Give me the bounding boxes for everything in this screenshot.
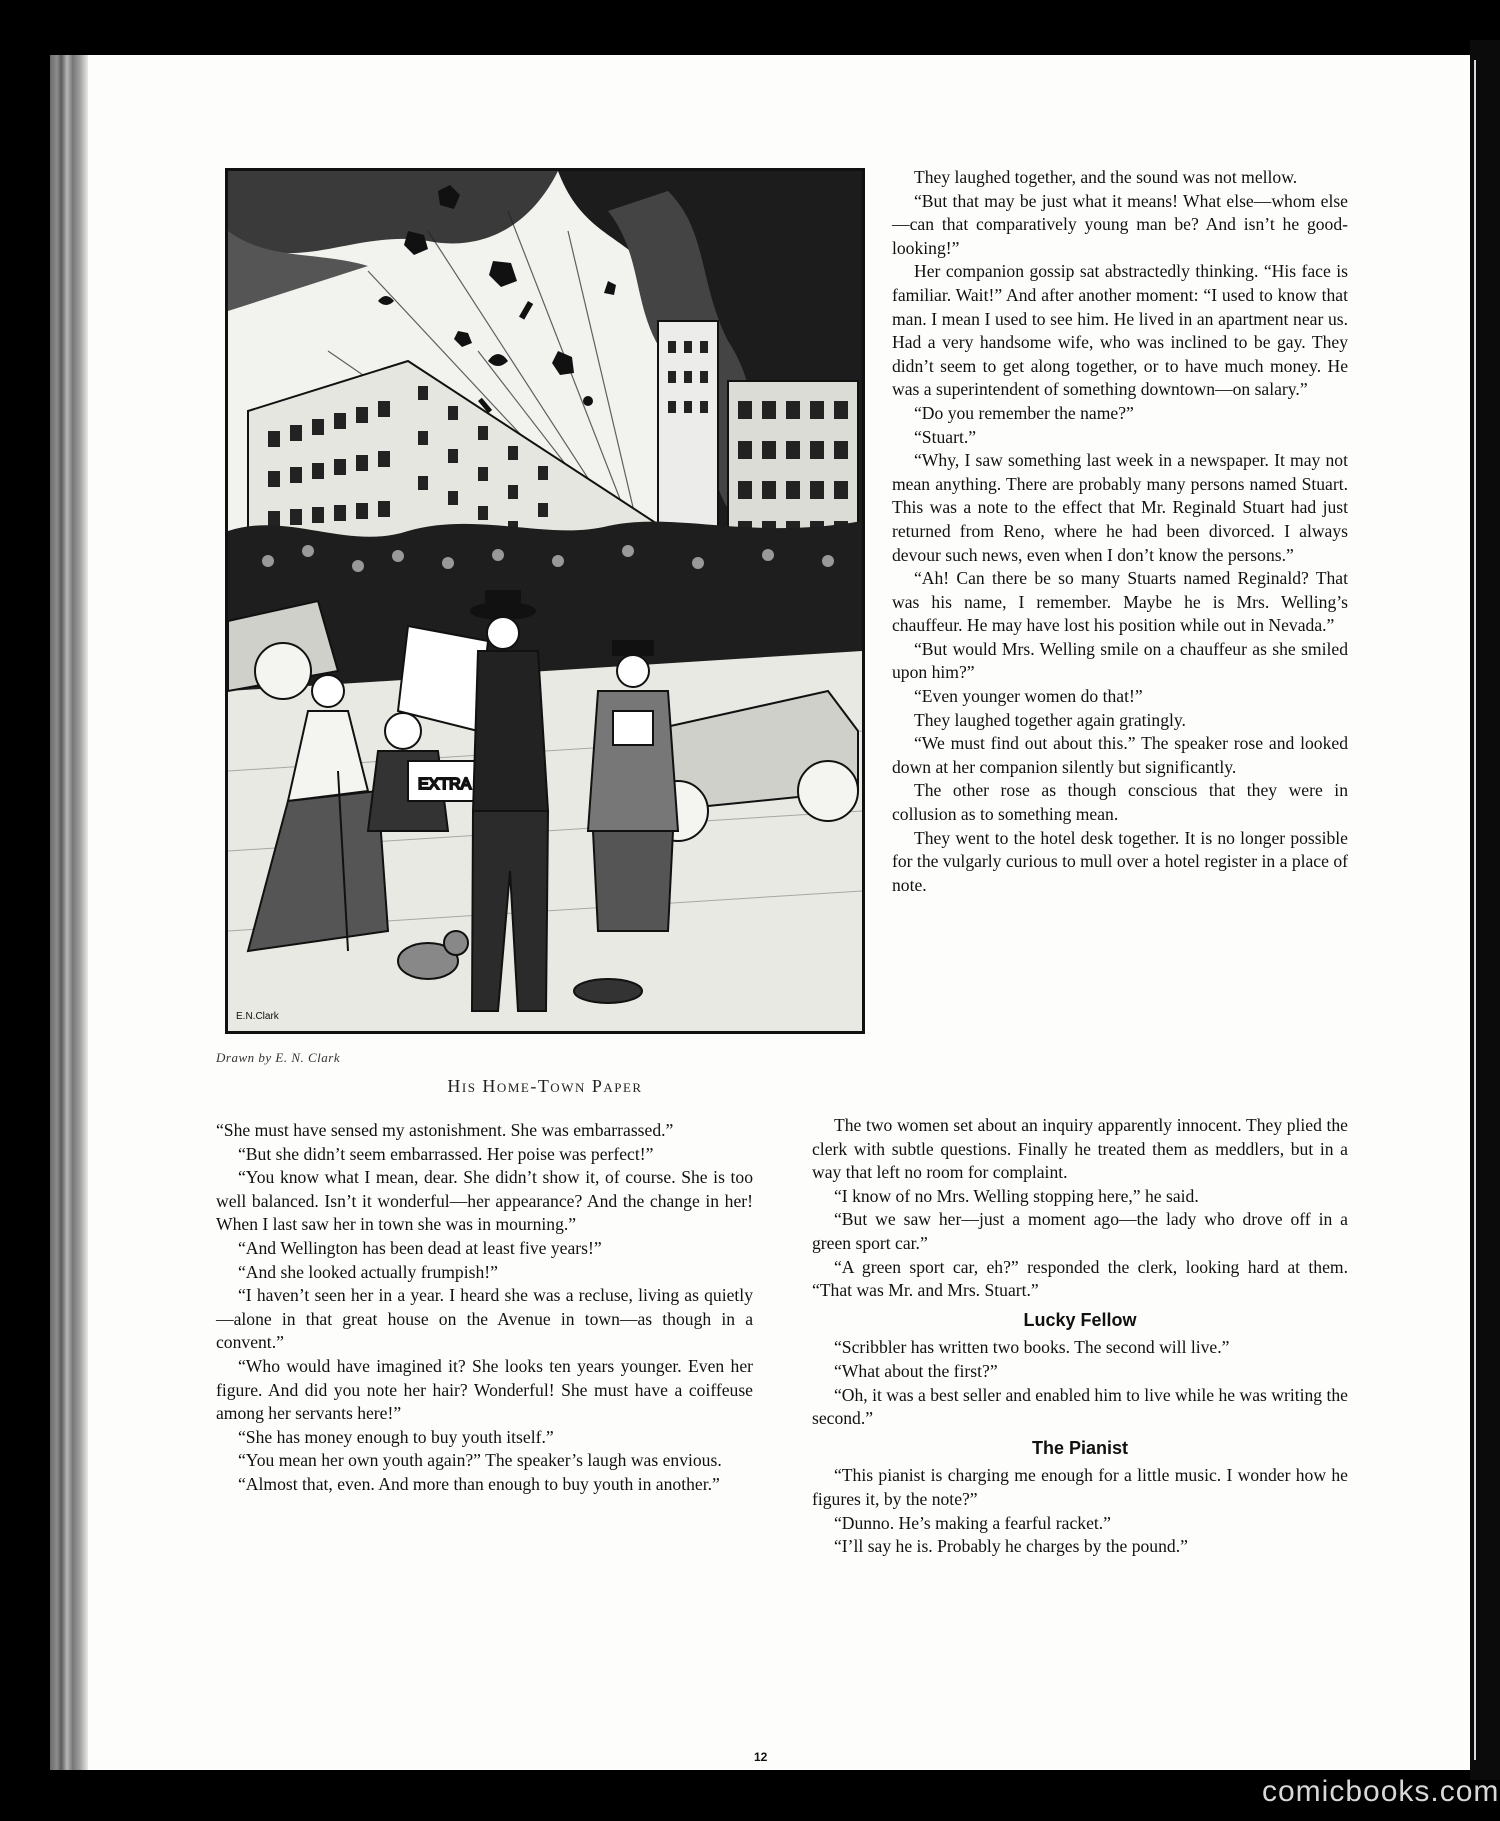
illustration-caption: His Home-Town Paper [447,1076,643,1096]
paragraph: “A green sport car, eh?” responded the clerk, looking hard at them. “That was Mr. and Mrs. Stuart.” [812,1256,1348,1301]
paragraph: “You mean her own youth again?” The speaker’s laugh was envious. [238,1450,722,1471]
paragraph: “Even younger women do that!” [914,686,1143,707]
page-edge-line [1474,60,1476,1760]
site-watermark: comicbooks.com [1262,1775,1500,1808]
extra-sign-text: EXTRA [418,776,472,793]
paragraph: “You know what I mean, dear. She didn’t show it, of course. She is too well balanced. Isn’t it wonderful—her appearance? And the change in her! When I last saw her in town she was in mourning.” [216,1167,753,1235]
joke-line: “Dunno. He’s making a fearful racket.” [834,1512,1111,1533]
artist-signature: E.N.Clark [236,1011,279,1022]
paragraph: “But that may be just what it means! What else—whom else—can that comparatively young man be? And isn’t he good-looking!” [892,190,1348,258]
joke-line: “Scribbler has written two books. The second will live.” [834,1337,1230,1358]
paragraph: “Ah! Can there be so many Stuarts named Reginald? That was his name, I remember. Maybe he is Mrs. Welling’s chauffeur. He may have lost his position while out in Nevada.” [892,568,1348,636]
paragraph: “She has money enough to buy youth itself.” [238,1426,554,1447]
joke-line: “What about the first?” [834,1360,998,1381]
paragraph: They laughed together again gratingly. [914,709,1186,730]
right-column-top [892,166,1348,897]
paragraph: “Stuart.” [914,426,977,447]
joke-heading-the-pianist: The Pianist [1031,1437,1129,1458]
book-spine [50,55,88,1770]
paragraph: The other rose as though conscious that they were in collusion as to something mean. [892,780,1348,825]
paragraph: “But we saw her—just a moment ago—the lady who drove off in a green sport car.” [812,1209,1348,1253]
paragraph: “We must find out about this.” The speaker rose and looked down at her companion silently but significantly. [892,733,1348,777]
left-column [216,1119,753,1497]
paragraph: They laughed together, and the sound was not mellow. [914,167,1298,187]
paragraph: “But she didn’t seem embarrassed. Her poise was perfect!” [238,1143,654,1164]
joke-heading-lucky-fellow: Lucky Fellow [1023,1309,1137,1330]
paragraph: They went to the hotel desk together. It is no longer possible for the vulgarly curious to mull over a hotel register in a place of note. [892,827,1348,895]
paragraph: Her companion gossip sat abstractedly thinking. “His face is familiar. Wait!” And after another moment: “I used to know that man. I mean I used to see him. He lived in an apartment near us. Had a very handsome wife, who was inclined to be gay. They didn’t seem to get along together, or to have much money. He was a superintendent of something downtown—on salary.” [892,261,1348,400]
paragraph: “Why, I saw something last week in a newspaper. It may not mean anything. There are probably many persons named Stuart. This was a note to the effect that Mr. Reginald Stuart had just returned from Reno, where he had been divorced. I always devour such news, even when I don’t know the persons.” [892,450,1348,565]
joke-line: “This pianist is charging me enough for a little music. I wonder how he figures it, by the note?” [812,1465,1348,1509]
illustration-credit: Drawn by E. N. Clark [216,1050,341,1065]
paragraph: “She must have sensed my astonishment. She was embarrassed.” [216,1120,674,1140]
joke-line: “I’ll say he is. Probably he charges by the pound.” [834,1536,1188,1557]
paragraph: “And she looked actually frumpish!” [238,1261,498,1282]
paragraph: “But would Mrs. Welling smile on a chauffeur as she smiled upon him?” [892,638,1348,683]
paragraph: “And Wellington has been dead at least five years!” [238,1237,602,1258]
page-number: 12 [754,1750,768,1764]
illustration-his-home-town-paper [225,168,865,1034]
paragraph: “Almost that, even. And more than enough to buy youth in another.” [238,1473,720,1494]
right-column-bottom [812,1114,1348,1559]
paragraph: “I haven’t seen her in a year. I heard she was a recluse, living as quietly—alone in that great house on the Avenue in town—as though in a convent.” [216,1285,753,1353]
joke-line: “Oh, it was a best seller and enabled him to live while he was writing the second.” [812,1384,1348,1429]
paragraph: “Who would have imagined it? She looks ten years younger. Even her figure. And did you note her hair? Wonderful! She must have a coiffeuse among her servants here!” [216,1355,753,1424]
paragraph: “I know of no Mrs. Welling stopping here,” he said. [834,1185,1199,1206]
paragraph: The two women set about an inquiry apparently innocent. They plied the clerk with subtle questions. Finally he treated them as meddlers, but in a way that left no room for complaint. [812,1115,1348,1183]
paragraph: “Do you remember the name?” [914,402,1134,423]
